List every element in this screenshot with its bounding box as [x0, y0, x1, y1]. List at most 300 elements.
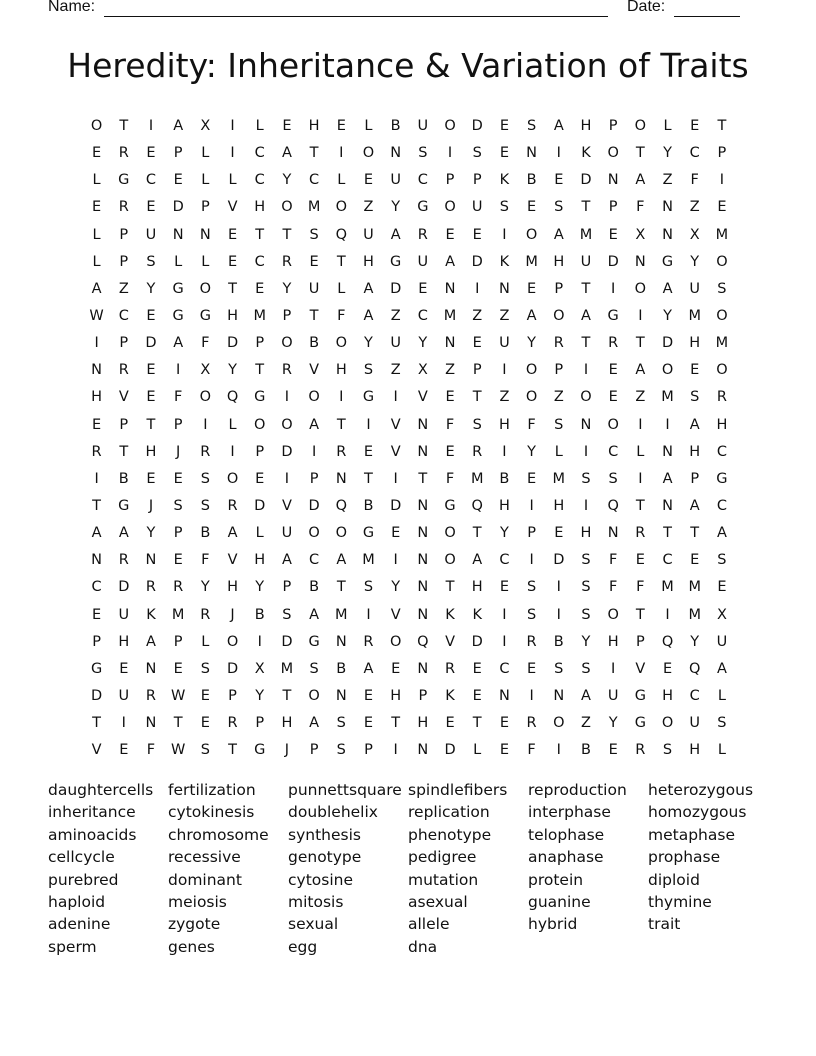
- grid-letter: T: [663, 525, 672, 542]
- grid-letter: A: [635, 172, 646, 189]
- grid-letter: P: [635, 633, 645, 650]
- grid-letter: S: [146, 253, 156, 270]
- grid-letter: I: [502, 606, 507, 623]
- grid-letter: G: [634, 687, 646, 704]
- grid-letter: N: [417, 525, 429, 542]
- grid-letter: D: [553, 552, 565, 569]
- grid-letter: A: [309, 715, 320, 732]
- grid-letter: E: [173, 552, 183, 569]
- grid-letter: X: [635, 226, 646, 243]
- grid-letter: E: [391, 660, 401, 677]
- grid-letter: N: [553, 687, 565, 704]
- grid-letter: J: [148, 497, 154, 514]
- grid-letter: L: [201, 172, 210, 189]
- grid-letter: U: [689, 715, 701, 732]
- grid-letter: H: [689, 742, 701, 759]
- grid-letter: O: [199, 389, 212, 406]
- grid-letter: B: [200, 525, 211, 542]
- grid-letter: B: [309, 335, 320, 352]
- grid-letter: S: [418, 145, 428, 162]
- grid-letter: O: [525, 389, 538, 406]
- word-list-item: mitosis: [288, 892, 344, 911]
- grid-letter: V: [635, 660, 646, 677]
- grid-letter: I: [284, 389, 290, 406]
- grid-letter: T: [282, 226, 292, 243]
- word-list-item: synthesis: [288, 825, 361, 844]
- grid-letter: S: [363, 579, 374, 596]
- grid-letter: U: [390, 172, 401, 189]
- grid-letter: R: [118, 199, 129, 216]
- grid-letter: T: [445, 579, 455, 596]
- grid-letter: P: [445, 172, 455, 189]
- grid-letter: H: [716, 416, 728, 433]
- grid-letter: R: [635, 742, 646, 759]
- grid-letter: I: [556, 579, 561, 596]
- grid-letter: B: [526, 172, 537, 189]
- grid-letter: X: [417, 362, 428, 379]
- grid-letter: S: [200, 742, 210, 759]
- grid-letter: I: [638, 307, 643, 324]
- word-list-item: purebred: [48, 870, 119, 889]
- word-list-item: doublehelix: [288, 803, 378, 822]
- word-list-item: interphase: [528, 803, 611, 822]
- grid-letter: C: [118, 307, 129, 324]
- word-list-item: recessive: [168, 848, 241, 867]
- grid-letter: Z: [662, 172, 673, 189]
- grid-letter: F: [201, 335, 210, 352]
- grid-letter: I: [366, 606, 371, 623]
- grid-letter: Y: [146, 525, 156, 542]
- grid-letter: O: [580, 389, 592, 406]
- grid-letter: S: [526, 118, 537, 134]
- word-list-item: adenine: [48, 915, 111, 934]
- grid-letter: T: [581, 280, 591, 297]
- grid-letter: D: [91, 687, 103, 704]
- grid-letter: X: [200, 118, 211, 134]
- grid-letter: T: [472, 389, 482, 406]
- grid-letter: P: [255, 335, 265, 352]
- grid-letter: O: [335, 525, 347, 542]
- grid-letter: T: [364, 470, 373, 487]
- grid-letter: A: [526, 307, 537, 324]
- word-list-item: zygote: [168, 915, 221, 934]
- grid-letter: Y: [282, 280, 292, 297]
- grid-letter: G: [199, 307, 211, 324]
- grid-letter: K: [472, 606, 482, 623]
- grid-letter: C: [254, 172, 265, 189]
- grid-letter: E: [445, 715, 455, 732]
- grid-letter: E: [146, 307, 156, 324]
- grid-letter: N: [91, 362, 103, 379]
- grid-letter: L: [337, 280, 346, 297]
- grid-letter: I: [393, 470, 398, 487]
- grid-letter: E: [690, 552, 700, 569]
- word-list-item: cellcycle: [48, 848, 115, 867]
- grid-letter: T: [336, 579, 346, 596]
- grid-letter: S: [200, 470, 210, 487]
- word-list-item: metaphase: [648, 825, 735, 844]
- name-label: Name:: [48, 0, 96, 15]
- grid-letter: Q: [471, 497, 483, 514]
- grid-letter: R: [227, 497, 238, 514]
- grid-letter: T: [635, 335, 645, 352]
- grid-letter: A: [309, 416, 320, 433]
- grid-letter: A: [173, 335, 184, 352]
- grid-letter: E: [499, 118, 509, 134]
- grid-letter: D: [281, 443, 293, 460]
- grid-letter: U: [580, 253, 592, 270]
- grid-letter: T: [391, 715, 401, 732]
- grid-letter: B: [254, 606, 265, 623]
- grid-letter: A: [716, 525, 727, 542]
- word-list-item: guanine: [528, 892, 591, 911]
- grid-letter: G: [390, 253, 402, 270]
- grid-letter: P: [690, 470, 700, 487]
- word-list-item: phenotype: [408, 825, 492, 844]
- grid-letter: O: [716, 362, 728, 379]
- grid-letter: F: [608, 579, 618, 596]
- grid-letter: I: [339, 145, 344, 162]
- grid-letter: E: [363, 715, 374, 732]
- grid-letter: H: [118, 633, 130, 650]
- grid-letter: D: [390, 497, 402, 514]
- grid-letter: V: [227, 199, 238, 216]
- grid-letter: Z: [581, 715, 591, 732]
- grid-letter: B: [336, 660, 347, 677]
- word-list-item: prophase: [648, 848, 721, 867]
- header-row: [0, 0, 816, 20]
- grid-letter: P: [228, 687, 237, 704]
- grid-letter: R: [444, 660, 456, 677]
- grid-letter: S: [472, 416, 482, 433]
- grid-letter: M: [171, 606, 185, 623]
- grid-letter: S: [472, 145, 482, 162]
- word-list-item: protein: [528, 870, 584, 889]
- grid-letter: G: [254, 742, 266, 759]
- word-list-item: haploid: [48, 892, 106, 911]
- grid-letter: V: [390, 606, 401, 623]
- grid-letter: I: [556, 742, 561, 759]
- grid-letter: U: [607, 687, 619, 704]
- grid-letter: W: [170, 687, 186, 704]
- grid-letter: P: [173, 145, 183, 162]
- grid-letter: I: [529, 497, 534, 514]
- grid-letter: I: [583, 443, 589, 460]
- grid-letter: F: [690, 172, 699, 189]
- grid-letter: E: [527, 280, 537, 297]
- grid-letter: P: [282, 307, 292, 324]
- grid-letter: G: [118, 172, 130, 189]
- grid-letter: R: [200, 606, 211, 623]
- page-title: Heredity: Inheritance & Variation of Traits: [67, 46, 749, 85]
- grid-letter: I: [230, 145, 235, 162]
- grid-letter: U: [118, 687, 130, 704]
- grid-letter: E: [146, 199, 156, 216]
- grid-letter: V: [281, 497, 292, 514]
- grid-letter: T: [255, 226, 265, 243]
- grid-letter: P: [364, 742, 373, 759]
- grid-letter: G: [362, 525, 375, 542]
- grid-letter: T: [309, 307, 319, 324]
- grid-letter: M: [307, 199, 321, 216]
- grid-letter: N: [444, 335, 456, 352]
- grid-letter: V: [309, 362, 320, 379]
- grid-letter: C: [309, 552, 320, 569]
- grid-letter: T: [635, 606, 645, 623]
- grid-letter: F: [445, 470, 455, 487]
- grid-letter: C: [145, 172, 157, 189]
- grid-letter: R: [118, 145, 129, 162]
- grid-letter: S: [581, 470, 591, 487]
- grid-letter: T: [336, 416, 346, 433]
- word-list-item: anaphase: [528, 848, 604, 867]
- grid-letter: I: [94, 335, 99, 352]
- grid-letter: W: [170, 742, 186, 759]
- grid-letter: N: [662, 497, 673, 514]
- grid-letter: E: [391, 525, 401, 542]
- grid-letter: Z: [689, 199, 700, 216]
- grid-letter: U: [716, 633, 728, 650]
- grid-letter: E: [363, 172, 374, 189]
- grid-letter: O: [716, 253, 728, 270]
- grid-letter: F: [636, 579, 645, 596]
- grid-letter: S: [662, 742, 673, 759]
- grid-letter: A: [336, 552, 347, 569]
- grid-letter: E: [119, 660, 129, 677]
- grid-letter: Z: [472, 307, 483, 324]
- grid-letter: F: [527, 742, 536, 759]
- grid-letter: L: [201, 145, 210, 162]
- grid-letter: P: [119, 253, 129, 270]
- grid-letter: J: [176, 443, 181, 460]
- grid-letter: U: [308, 280, 320, 297]
- grid-letter: A: [635, 362, 646, 379]
- grid-letter: F: [636, 199, 645, 216]
- grid-letter: S: [554, 660, 564, 677]
- grid-letter: T: [228, 280, 237, 297]
- grid-letter: I: [502, 362, 507, 379]
- grid-letter: E: [472, 687, 482, 704]
- grid-letter: S: [499, 199, 510, 216]
- grid-letter: I: [665, 606, 670, 623]
- grid-letter: E: [527, 470, 537, 487]
- grid-letter: I: [529, 687, 534, 704]
- grid-letter: O: [634, 118, 647, 134]
- grid-letter: V: [445, 633, 455, 650]
- grid-letter: I: [94, 470, 99, 487]
- grid-letter: N: [335, 687, 347, 704]
- grid-letter: Y: [527, 443, 537, 460]
- grid-letter: G: [172, 307, 184, 324]
- grid-letter: E: [227, 253, 238, 270]
- grid-letter: B: [309, 579, 320, 596]
- grid-letter: H: [498, 416, 510, 433]
- grid-letter: F: [608, 552, 618, 569]
- grid-letter: M: [715, 226, 729, 243]
- grid-letter: S: [581, 660, 591, 677]
- grid-letter: N: [498, 280, 510, 297]
- grid-letter: H: [308, 118, 320, 134]
- word-list-item: sperm: [48, 937, 97, 956]
- grid-letter: P: [119, 226, 129, 243]
- grid-letter: M: [661, 389, 674, 406]
- grid-letter: P: [282, 579, 292, 596]
- grid-letter: T: [581, 199, 591, 216]
- grid-letter: N: [607, 525, 619, 542]
- grid-letter: Y: [255, 579, 265, 596]
- grid-letter: A: [363, 280, 374, 297]
- grid-letter: T: [472, 715, 482, 732]
- grid-letter: A: [91, 280, 102, 297]
- grid-letter: I: [203, 416, 208, 433]
- grid-letter: O: [716, 307, 728, 324]
- grid-letter: O: [444, 199, 456, 216]
- grid-letter: V: [390, 416, 401, 433]
- grid-letter: S: [554, 199, 564, 216]
- grid-letter: R: [145, 687, 156, 704]
- grid-letter: O: [254, 416, 266, 433]
- grid-letter: R: [553, 335, 564, 352]
- grid-letter: F: [173, 389, 183, 406]
- grid-letter: P: [472, 362, 482, 379]
- grid-letter: I: [502, 443, 507, 460]
- grid-letter: B: [390, 118, 401, 134]
- grid-letter: B: [553, 633, 564, 650]
- grid-letter: E: [92, 416, 102, 433]
- grid-letter: O: [661, 715, 674, 732]
- grid-letter: L: [92, 253, 101, 270]
- grid-letter: A: [472, 552, 483, 569]
- grid-letter: O: [389, 633, 402, 650]
- grid-letter: D: [254, 497, 266, 514]
- grid-letter: E: [418, 280, 428, 297]
- grid-letter: I: [176, 362, 181, 379]
- grid-letter: D: [172, 199, 184, 216]
- grid-letter: H: [254, 199, 266, 216]
- grid-letter: R: [526, 715, 537, 732]
- grid-letter: V: [91, 742, 102, 759]
- grid-letter: T: [418, 470, 428, 487]
- word-list-item: allele: [408, 915, 450, 934]
- grid-letter: M: [525, 253, 538, 270]
- grid-letter: N: [417, 660, 429, 677]
- word-list-item: spindlefibers: [408, 781, 508, 799]
- grid-letter: X: [689, 226, 700, 243]
- word-list-item: dominant: [168, 870, 242, 889]
- grid-letter: E: [200, 715, 210, 732]
- grid-letter: E: [554, 525, 564, 542]
- grid-letter: Y: [690, 253, 700, 270]
- grid-letter: N: [498, 687, 510, 704]
- grid-letter: F: [337, 307, 346, 324]
- grid-letter: M: [661, 579, 674, 596]
- grid-letter: P: [173, 633, 183, 650]
- grid-letter: A: [689, 497, 700, 514]
- grid-letter: S: [173, 497, 183, 514]
- grid-letter: I: [665, 416, 670, 433]
- grid-letter: T: [228, 742, 237, 759]
- grid-letter: U: [471, 199, 483, 216]
- grid-letter: O: [607, 416, 619, 433]
- grid-letter: Y: [146, 280, 156, 297]
- grid-letter: S: [200, 660, 210, 677]
- grid-letter: E: [472, 335, 482, 352]
- grid-letter: O: [90, 118, 103, 134]
- grid-letter: O: [308, 389, 320, 406]
- grid-letter: M: [443, 307, 457, 324]
- grid-letter: F: [201, 552, 210, 569]
- grid-letter: F: [146, 742, 156, 759]
- grid-letter: H: [390, 687, 402, 704]
- grid-letter: I: [148, 118, 154, 134]
- grid-letter: R: [118, 362, 129, 379]
- grid-letter: J: [284, 742, 290, 759]
- grid-letter: Q: [226, 389, 239, 406]
- grid-letter: D: [226, 660, 239, 677]
- grid-letter: Q: [335, 226, 347, 243]
- grid-letter: A: [363, 660, 374, 677]
- grid-letter: H: [689, 335, 701, 352]
- grid-letter: O: [226, 633, 239, 650]
- grid-letter: P: [173, 416, 183, 433]
- grid-letter: E: [92, 145, 102, 162]
- grid-letter: M: [335, 606, 348, 623]
- grid-letter: N: [145, 715, 157, 732]
- word-list-item: genes: [168, 937, 215, 956]
- grid-letter: A: [553, 118, 564, 134]
- grid-letter: H: [580, 525, 592, 542]
- grid-letter: A: [390, 226, 401, 243]
- grid-letter: N: [634, 253, 646, 270]
- grid-letter: P: [119, 416, 129, 433]
- grid-letter: E: [662, 660, 673, 677]
- grid-letter: D: [471, 633, 483, 650]
- grid-letter: L: [255, 525, 264, 542]
- grid-letter: T: [173, 715, 183, 732]
- grid-letter: D: [226, 335, 239, 352]
- grid-letter: O: [362, 145, 375, 162]
- grid-letter: Z: [363, 199, 374, 216]
- grid-letter: P: [200, 199, 210, 216]
- grid-letter: Y: [391, 199, 401, 216]
- grid-letter: Q: [607, 497, 619, 514]
- grid-letter: E: [255, 470, 265, 487]
- grid-letter: E: [554, 172, 564, 189]
- grid-letter: D: [281, 633, 293, 650]
- grid-letter: O: [553, 715, 565, 732]
- grid-letter: D: [607, 253, 619, 270]
- grid-letter: S: [526, 606, 537, 623]
- word-list-item: dna: [408, 937, 438, 956]
- grid-letter: O: [607, 606, 619, 623]
- grid-letter: T: [717, 118, 727, 134]
- grid-letter: C: [689, 145, 700, 162]
- grid-letter: T: [92, 497, 102, 514]
- grid-letter: F: [445, 416, 455, 433]
- grid-letter: C: [91, 579, 102, 596]
- grid-letter: H: [281, 715, 293, 732]
- grid-letter: E: [499, 145, 509, 162]
- grid-letter: C: [254, 253, 265, 270]
- grid-letter: L: [663, 118, 672, 134]
- grid-letter: I: [583, 497, 589, 514]
- grid-letter: E: [255, 280, 265, 297]
- grid-letter: H: [580, 118, 592, 134]
- grid-letter: S: [282, 606, 292, 623]
- grid-letter: P: [472, 172, 482, 189]
- grid-letter: R: [91, 443, 102, 460]
- grid-letter: Y: [527, 335, 537, 352]
